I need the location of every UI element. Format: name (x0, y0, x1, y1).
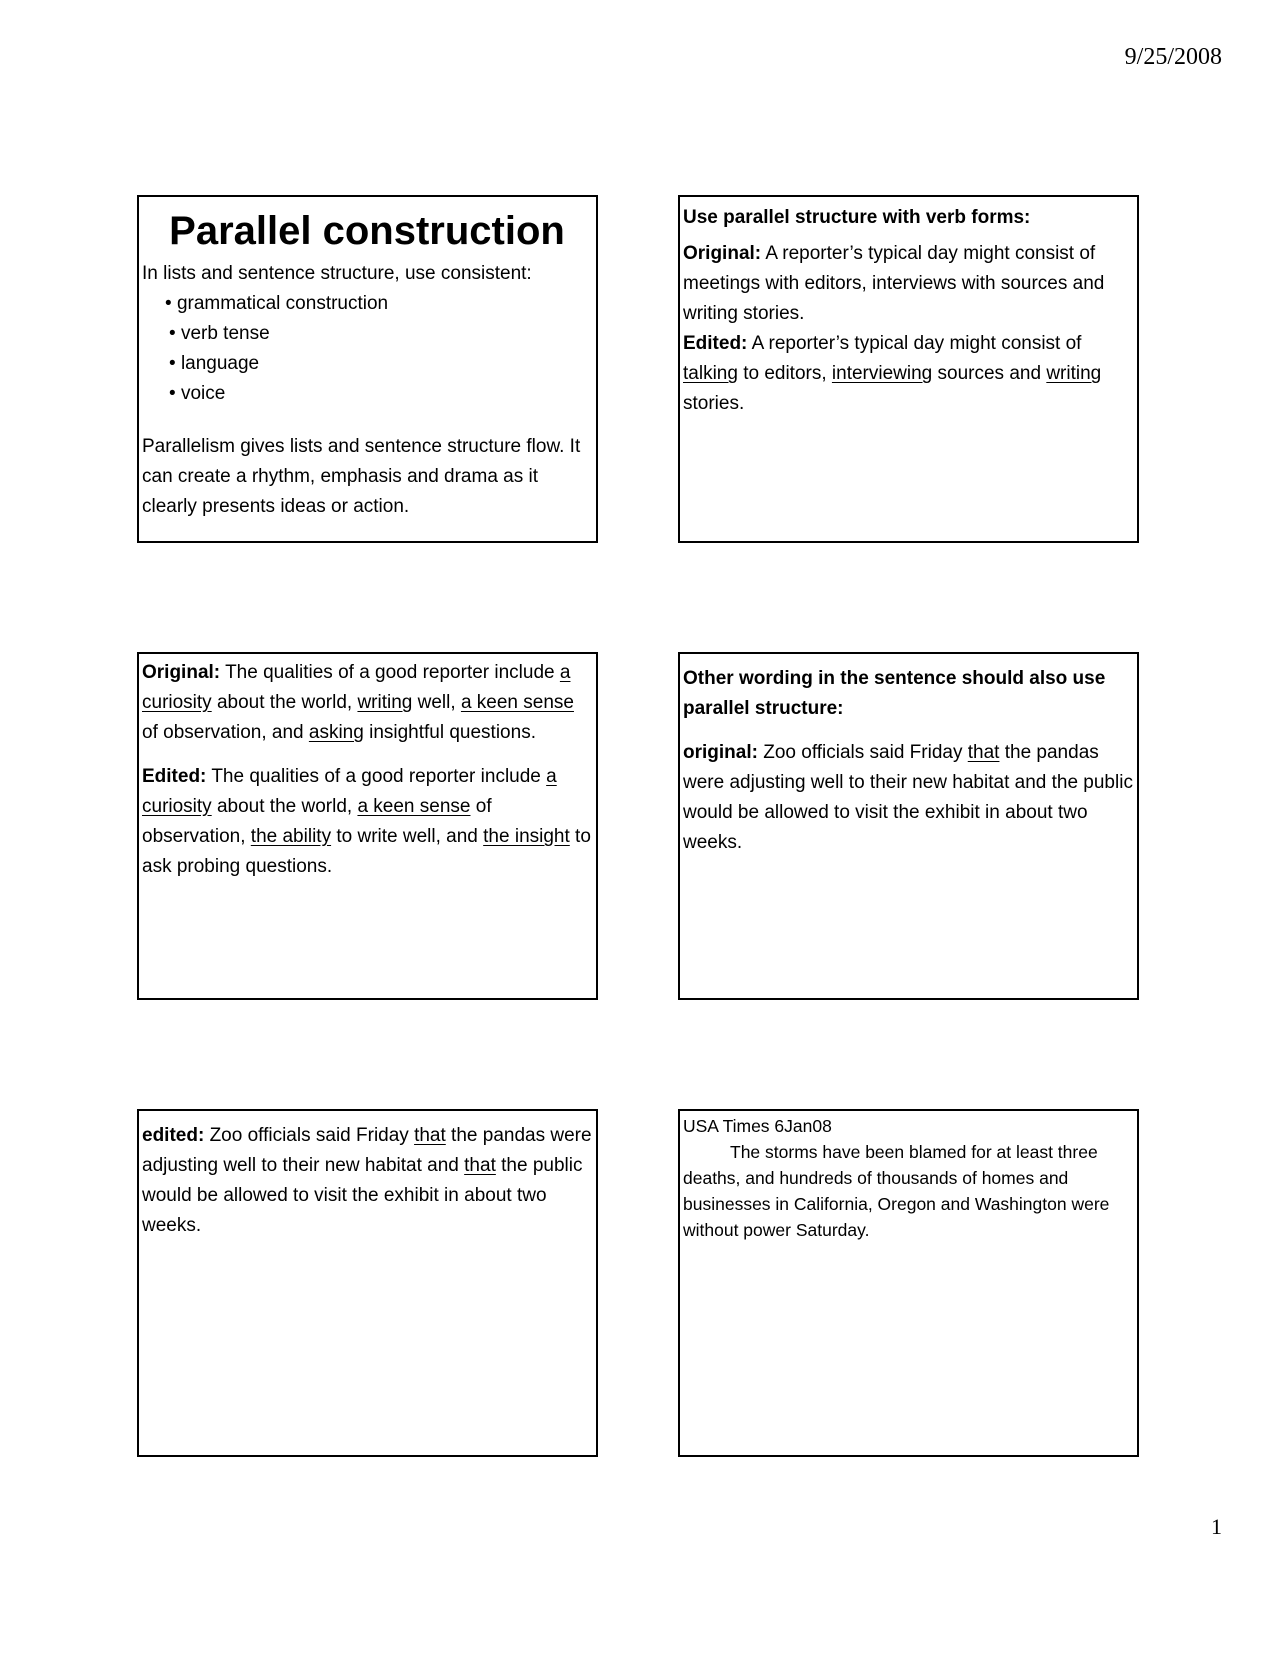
slide-heading (683, 203, 1133, 233)
original-paragraph (683, 239, 1133, 329)
list-item: • grammatical construction (142, 289, 592, 319)
edited-label: Edited: (142, 766, 207, 787)
underlined-term: interviewing (831, 363, 933, 384)
underlined-term: that (464, 1155, 496, 1176)
underlined-term: that (414, 1125, 446, 1146)
page-number: 1 (1211, 1514, 1222, 1539)
original-label: Original: (683, 243, 762, 264)
original-text: A reporter’s typical day might consist of meetings with editors, interviews with sources and writing stories. (683, 243, 1105, 324)
edited-text: the pandas were adjusting well to their new habitat and (142, 1125, 592, 1176)
original-text: the pandas were adjusting well to their new habitat and the public would be allowed to visit the exhibit in about two weeks. (683, 742, 1133, 853)
edited-text: A reporter’s typical day might consist of (751, 333, 1082, 354)
source-line: USA Times 6Jan08 (683, 1116, 832, 1136)
edited-text: of observation, (142, 796, 492, 847)
edited-paragraph (142, 1121, 592, 1241)
original-text: about the world, (211, 692, 358, 713)
edited-text: to write well, and (331, 826, 484, 847)
underlined-term: the insight (483, 826, 570, 847)
original-text: well, (412, 692, 461, 713)
underlined-term: the ability (250, 826, 332, 847)
edited-text: to editors, (737, 363, 832, 384)
edited-text: stories. (683, 393, 745, 414)
original-label: original: (683, 742, 758, 763)
edited-label: edited: (142, 1125, 205, 1146)
original-paragraph (683, 738, 1133, 858)
header-date: 9/25/2008 (1124, 44, 1222, 70)
article-text: The storms have been blamed for at least three deaths, and hundreds of thousands of homes and businesses in California, Oregon and Washington were without power Saturday. (683, 1142, 1110, 1240)
underlined-term: a keen sense (357, 796, 471, 817)
original-label: Original: (142, 662, 221, 683)
heading-text: Other wording in the sentence should also use parallel structure: (683, 668, 1106, 719)
edited-paragraph (683, 329, 1133, 419)
list-item: • language (142, 349, 592, 379)
slide-other-wording (678, 652, 1139, 1000)
edited-text: to ask probing questions. (142, 826, 591, 877)
edited-text: about the world, (211, 796, 358, 817)
original-text: Zoo officials said Friday (763, 742, 968, 763)
edited-text: the public would be allowed to visit the exhibit in about two weeks. (142, 1155, 583, 1236)
closing-paragraph: Parallelism gives lists and sentence structure flow. It can create a rhythm, emphasis and drama as it clearly presents ideas or action. (142, 436, 581, 517)
list-item: • voice (142, 379, 592, 409)
original-text: The qualities of a good reporter include (225, 662, 560, 683)
bullet-list (142, 289, 592, 409)
list-item: • verb tense (142, 319, 592, 349)
edited-label: Edited: (683, 333, 748, 354)
underlined-term: a curiosity (142, 766, 557, 817)
intro-text: In lists and sentence structure, use consistent: (142, 263, 532, 284)
edited-text: The qualities of a good reporter include (211, 766, 547, 787)
heading-text: Use parallel structure with verb forms: (683, 207, 1031, 228)
underlined-term: a keen sense (460, 692, 574, 713)
slide-edited-pandas (137, 1109, 598, 1457)
underlined-term: asking (308, 722, 364, 743)
slide-title: Parallel construction (169, 209, 565, 253)
edited-text: Zoo officials said Friday (209, 1125, 415, 1146)
underlined-term: talking (683, 363, 738, 384)
underlined-term: writing (1046, 363, 1102, 384)
slide-usa-times (678, 1109, 1139, 1457)
slide-reporter-qualities (137, 652, 598, 1000)
slide-verb-forms (678, 195, 1139, 543)
slide-parallel-construction (137, 195, 598, 543)
underlined-term: writing (357, 692, 413, 713)
original-text: insightful questions. (363, 722, 536, 743)
edited-text: sources and (932, 363, 1047, 384)
original-paragraph (142, 658, 592, 748)
underlined-term: a curiosity (142, 662, 571, 713)
slide-heading (683, 664, 1133, 724)
edited-paragraph (142, 762, 592, 882)
underlined-term: that (967, 742, 1000, 763)
original-text: of observation, and (142, 722, 309, 743)
